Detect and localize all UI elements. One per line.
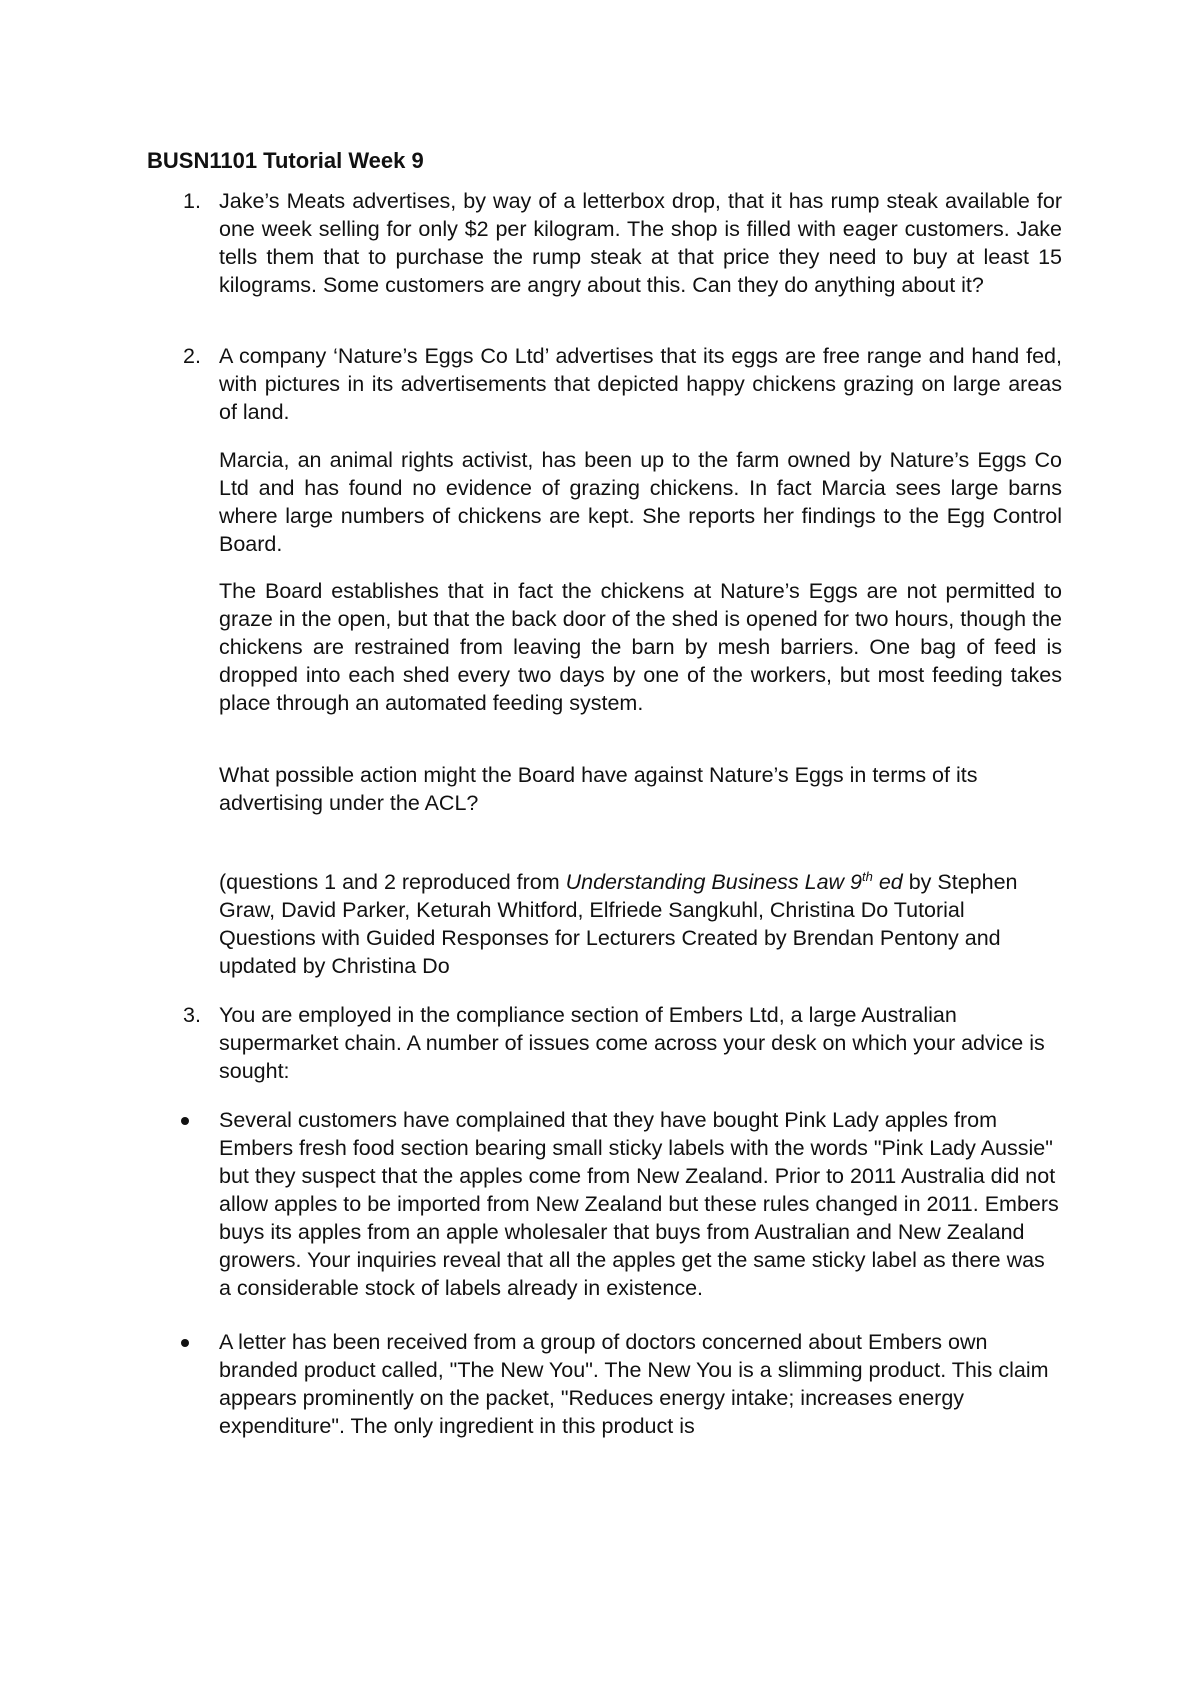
question-1-number: 1.: [183, 189, 201, 213]
citation-superscript: th: [862, 868, 873, 884]
question-3: [183, 1001, 1062, 1085]
question-2: [183, 342, 1062, 426]
question-2-paragraph-2-block: [219, 446, 1062, 558]
citation-prefix: (questions 1 and 2 reproduced from: [219, 870, 566, 894]
bullet-item-text: Several customers have complained that they have bought Pink Lady apples from Embers fresh food section bearing small sticky labels with the words "Pink Lady Aussie" but they suspect that the apples come from New Zealand. Prior to 2011 Australia did not allow apples to be imported from New Zealand but these rules changed in 2011. Embers buys its apples from an apple wholesaler that buys from Australian and New Zealand growers. Your inquiries reveal that all the apples get the same sticky label as there was a considerable stock of labels already in existence.: [219, 1108, 1059, 1300]
bullet-item: [219, 1106, 1062, 1302]
bullet-dot-icon: [181, 1117, 189, 1125]
question-2-paragraph-4-block: [219, 761, 1062, 817]
citation-authors: by Stephen Graw, David Parker, Keturah Whitford, Elfriede Sangkuhl, Christina Do Tutorial Questions with Guided Responses for Lecturers Created by Brendan Pentony and updated by Christina Do: [219, 870, 1018, 978]
question-2-paragraph-3: The Board establishes that in fact the chickens at Nature’s Eggs are not permitted to graze in the open, but that the back door of the shed is opened for two hours, though the chickens are restrained from leaving the barn by mesh barriers. One bag of feed is dropped into each shed every two days by one of the workers, but most feeding takes place through an automated feeding system.: [219, 579, 1062, 715]
question-2-paragraph-1: A company ‘Nature’s Eggs Co Ltd’ advertises that its eggs are free range and hand fed, with pictures in its advertisements that depicted happy chickens grazing on large areas of land.: [219, 344, 1062, 424]
source-citation: [219, 868, 1062, 980]
question-1: [183, 187, 1062, 299]
question-3-text: You are employed in the compliance section of Embers Ltd, a large Australian supermarket chain. A number of issues come across your desk on which your advice is sought:: [219, 1003, 1045, 1083]
question-2-paragraph-4: What possible action might the Board have against Nature’s Eggs in terms of its advertising under the ACL?: [219, 763, 978, 815]
question-1-text: Jake’s Meats advertises, by way of a letterbox drop, that it has rump steak available for one week selling for only $2 per kilogram. The shop is filled with eager customers. Jake tells them that to purchase the rump steak at that price they need to buy at least 15 kilograms. Some customers are angry about this. Can they do anything about it?: [219, 189, 1062, 297]
bullet-item-text: A letter has been received from a group of doctors concerned about Embers own branded product called, "The New You". The New You is a slimming product. This claim appears prominently on the packet, "Reduces energy intake; increases energy expenditure". The only ingredient in this product is: [219, 1330, 1049, 1438]
question-2-paragraph-3-block: [219, 577, 1062, 717]
question-2-number: 2.: [183, 344, 201, 368]
question-2-paragraph-2: Marcia, an animal rights activist, has been up to the farm owned by Nature’s Eggs Co Ltd and has found no evidence of grazing chickens. In fact Marcia sees large barns where large numbers of chickens are kept. She reports her findings to the Egg Control Board.: [219, 448, 1062, 556]
bullet-item: [219, 1328, 1062, 1440]
source-citation-text: [219, 868, 1062, 980]
citation-book-title: Understanding Business Law 9th ed: [565, 868, 903, 894]
bullet-dot-icon: [181, 1339, 189, 1347]
question-3-number: 3.: [183, 1003, 201, 1027]
page-title: BUSN1101 Tutorial Week 9: [147, 148, 424, 173]
